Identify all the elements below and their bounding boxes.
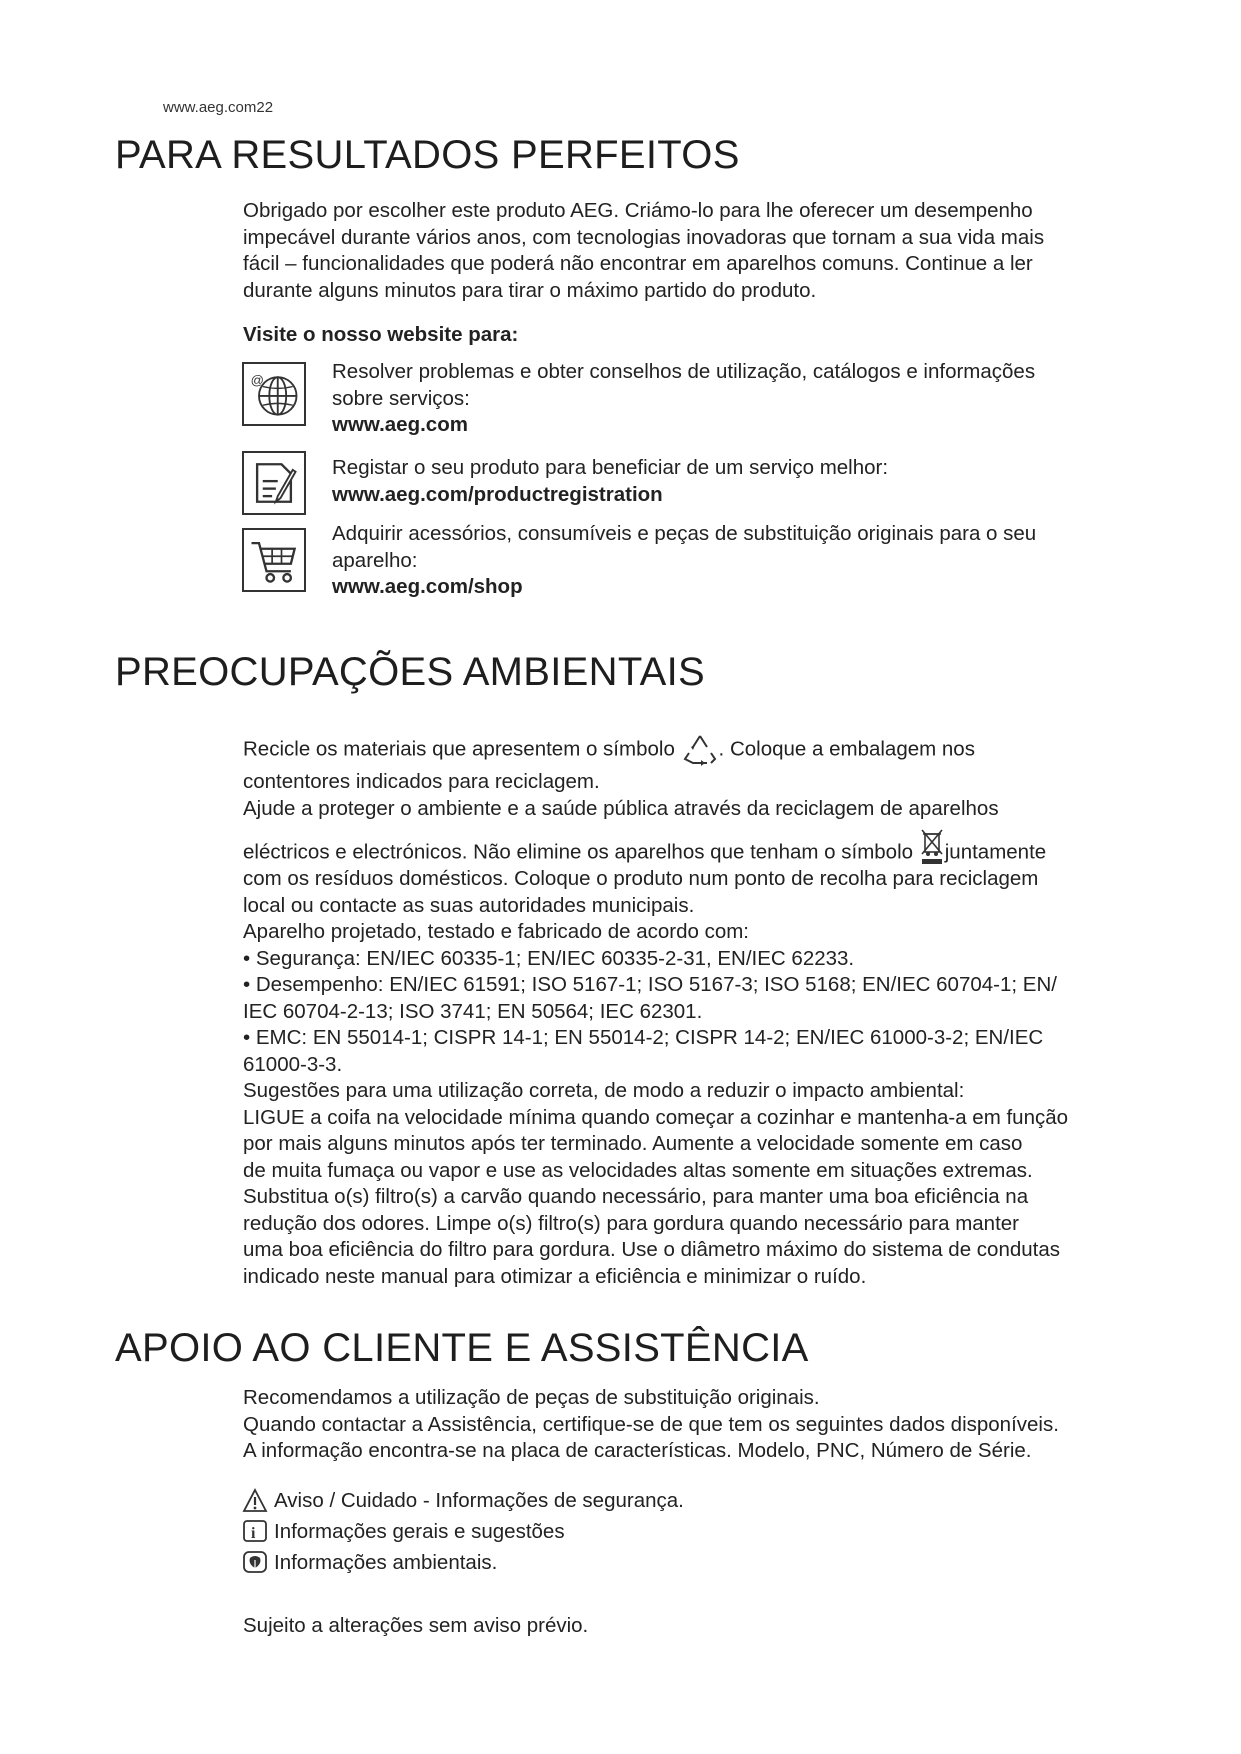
recycle-icon <box>681 731 719 769</box>
legend-warning-text: Aviso / Cuidado - Informações de segurança. <box>274 1489 684 1512</box>
link-aeg-shop[interactable]: www.aeg.com/shop <box>332 575 523 598</box>
environment-paragraph <box>243 731 1143 1290</box>
support-paragraph <box>243 1385 1143 1465</box>
env-line: Sugestões para uma utilização correta, de modo a reduzir o impacto ambiental: <box>243 1079 965 1102</box>
protect-line: Ajude a proteger o ambiente e a saúde pública através da reciclagem de aparelhos <box>243 796 999 820</box>
website-item-shop <box>332 521 1132 601</box>
legend-warning <box>242 1488 684 1514</box>
header-url[interactable]: www.aeg.com22 <box>163 99 274 116</box>
section-title-perfect-results: PARA RESULTADOS PERFEITOS <box>115 133 740 177</box>
env-line: local ou contacte as suas autoridades municipais. <box>243 893 695 917</box>
item-text: Registar o seu produto para beneficiar de um serviço melhor: <box>332 456 889 479</box>
recycle-text-before: Recicle os materiais que apresentem o símbolo <box>243 737 675 761</box>
support-line: A informação encontra-se na placa de características. Modelo, PNC, Número de Série. <box>243 1439 1032 1462</box>
website-item-support <box>332 359 1132 439</box>
env-line: Aparelho projetado, testado e fabricado de acordo com: <box>243 920 749 943</box>
support-line: Quando contactar a Assistência, certifique-se de que tem os seguintes dados disponíveis. <box>243 1412 1059 1436</box>
register-icon <box>242 451 306 515</box>
globe-icon <box>242 362 306 426</box>
section-title-environment: PREOCUPAÇÕES AMBIENTAIS <box>115 650 705 694</box>
item-text: Adquirir acessórios, consumíveis e peças de substituição originais para o seu <box>332 522 1037 545</box>
env-line: uma boa eficiência do filtro para gordura. Use o diâmetro máximo do sistema de condutas <box>243 1238 1061 1261</box>
website-item-registration <box>332 455 1132 508</box>
intro-line: Obrigado por escolher este produto AEG. Criámo-lo para lhe oferecer um desempenho <box>243 199 1033 222</box>
env-line: Substitua o(s) filtro(s) a carvão quando necessário, para manter uma boa eficiência na <box>243 1185 1029 1208</box>
link-aeg-com[interactable]: www.aeg.com <box>332 413 468 436</box>
env-line: de muita fumaça ou vapor e use as velocidades altas somente em situações extremas. <box>243 1158 1033 1182</box>
intro-line: durante alguns minutos para tirar o máximo partido do produto. <box>243 278 817 302</box>
legend-environment-text: Informações ambientais. <box>274 1551 498 1574</box>
env-line: com os resíduos domésticos. Coloque o produto num ponto de recolha para reciclagem <box>243 867 1039 890</box>
info-icon <box>242 1519 268 1545</box>
env-line: LIGUE a coifa na velocidade mínima quando começar a cozinhar e mantenha-a em função <box>243 1105 1069 1129</box>
intro-line: impecável durante vários anos, com tecnologias inovadoras que tornam a sua vida mais <box>243 225 1045 249</box>
recycle-line <box>243 731 1143 769</box>
footer-note: Sujeito a alterações sem aviso prévio. <box>243 1614 589 1637</box>
section-title-customer-support: APOIO AO CLIENTE E ASSISTÊNCIA <box>115 1326 809 1370</box>
link-product-registration[interactable]: www.aeg.com/productregistration <box>332 482 663 506</box>
svg-text:i: i <box>251 1525 256 1542</box>
env-line: por mais alguns minutos após ter terminado. Aumente a velocidade somente em caso <box>243 1132 1023 1155</box>
env-line: • Segurança: EN/IEC 60335-1; EN/IEC 60335-2-31, EN/IEC 62233. <box>243 946 855 970</box>
env-line: • Desempenho: EN/IEC 61591; ISO 5167-1; ISO 5167-3; ISO 5168; EN/IEC 60704-1; EN/ <box>243 973 1057 996</box>
svg-text:@: @ <box>250 372 264 388</box>
intro-paragraph <box>243 198 1143 304</box>
intro-line: fácil – funcionalidades que poderá não encontrar em aparelhos comuns. Continue a ler <box>243 252 1033 275</box>
weee-text-after: juntamente <box>944 840 1047 864</box>
item-text: sobre serviços: <box>332 386 470 410</box>
recycle-line-2: contentores indicados para reciclagem. <box>243 770 600 793</box>
support-line: Recomendamos a utilização de peças de substituição originais. <box>243 1386 820 1409</box>
weee-line <box>243 828 1143 866</box>
item-text: aparelho: <box>332 548 418 572</box>
weee-text-before: eléctricos e electrónicos. Não elimine os aparelhos que tenham o símbolo <box>243 840 914 864</box>
warning-icon <box>242 1488 268 1514</box>
env-line: 61000-3-3. <box>243 1052 343 1076</box>
visit-website-label: Visite o nosso website para: <box>243 323 519 346</box>
legend-environment <box>242 1550 497 1576</box>
legend-info-text: Informações gerais e sugestões <box>274 1520 565 1543</box>
env-line: • EMC: EN 55014-1; CISPR 14-1; EN 55014-2; CISPR 14-2; EN/IEC 61000-3-2; EN/IEC <box>243 1026 1044 1049</box>
recycle-text-after: . Coloque a embalagem nos <box>718 737 975 761</box>
shopping-cart-icon <box>242 528 306 592</box>
item-text: Resolver problemas e obter conselhos de utilização, catálogos e informações <box>332 360 1036 383</box>
crossed-bin-icon <box>919 828 945 866</box>
env-line: indicado neste manual para otimizar a eficiência e minimizar o ruído. <box>243 1264 867 1288</box>
env-line: redução dos odores. Limpe o(s) filtro(s) para gordura quando necessário para manter <box>243 1211 1019 1235</box>
environment-icon <box>242 1550 268 1576</box>
legend-info <box>242 1519 565 1545</box>
env-line: IEC 60704-2-13; ISO 3741; EN 50564; IEC 62301. <box>243 999 703 1023</box>
